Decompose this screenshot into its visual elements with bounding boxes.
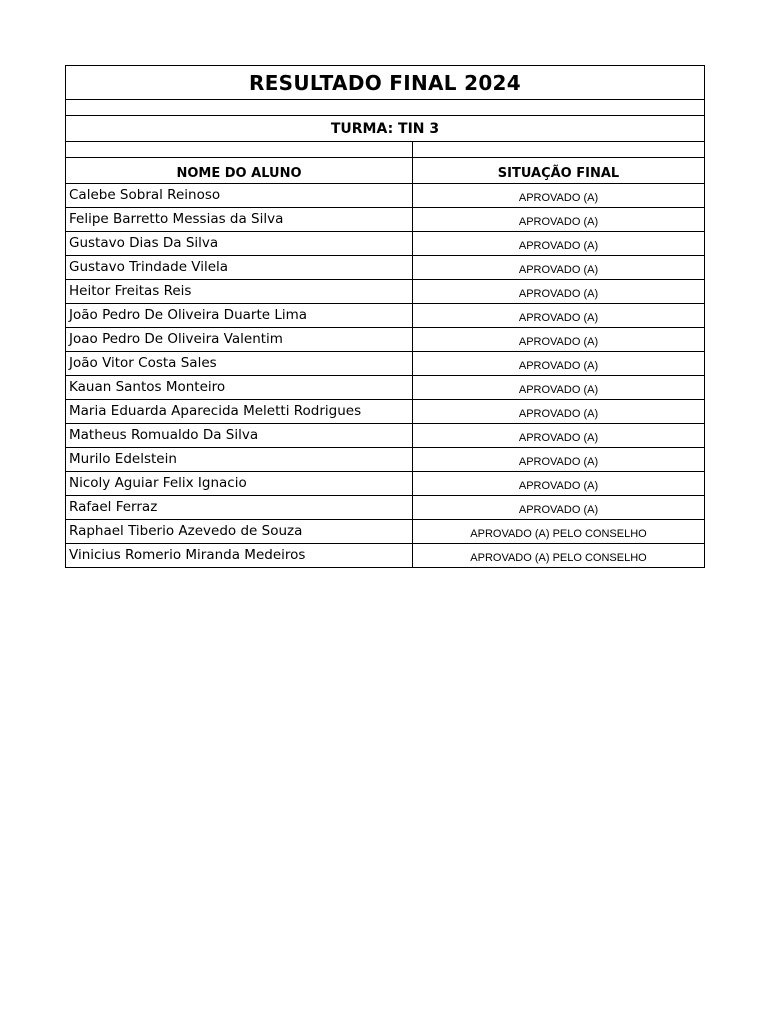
- student-status: APROVADO (A): [413, 352, 705, 376]
- column-header-status: SITUAÇÃO FINAL: [413, 158, 705, 184]
- student-name: Maria Eduarda Aparecida Meletti Rodrigues: [66, 400, 413, 424]
- table-row: [66, 472, 705, 496]
- spacer-row: [66, 142, 705, 158]
- table-row: [66, 184, 705, 208]
- student-status: APROVADO (A) PELO CONSELHO: [413, 544, 705, 568]
- table-row: [66, 424, 705, 448]
- table-row: [66, 352, 705, 376]
- table-row: [66, 256, 705, 280]
- student-status: APROVADO (A): [413, 448, 705, 472]
- class-label: TURMA: TIN 3: [66, 116, 705, 142]
- student-name: Raphael Tiberio Azevedo de Souza: [66, 520, 413, 544]
- student-name: Heitor Freitas Reis: [66, 280, 413, 304]
- student-name: João Pedro De Oliveira Duarte Lima: [66, 304, 413, 328]
- student-status: APROVADO (A): [413, 304, 705, 328]
- student-name: Rafael Ferraz: [66, 496, 413, 520]
- results-table-body: [66, 66, 705, 568]
- table-row: [66, 208, 705, 232]
- title-row: [66, 66, 705, 100]
- student-status: APROVADO (A): [413, 328, 705, 352]
- student-status: APROVADO (A): [413, 256, 705, 280]
- student-name: Felipe Barretto Messias da Silva: [66, 208, 413, 232]
- table-row: [66, 400, 705, 424]
- student-name: Nicoly Aguiar Felix Ignacio: [66, 472, 413, 496]
- student-name: Kauan Santos Monteiro: [66, 376, 413, 400]
- table-row: [66, 520, 705, 544]
- table-row: [66, 280, 705, 304]
- student-name: Joao Pedro De Oliveira Valentim: [66, 328, 413, 352]
- header-row: [66, 158, 705, 184]
- document-title: RESULTADO FINAL 2024: [66, 66, 705, 100]
- student-status: APROVADO (A): [413, 232, 705, 256]
- student-name: Murilo Edelstein: [66, 448, 413, 472]
- student-name: Calebe Sobral Reinoso: [66, 184, 413, 208]
- spacer-cell: [413, 142, 705, 158]
- student-status: APROVADO (A): [413, 424, 705, 448]
- table-row: [66, 232, 705, 256]
- student-name: Matheus Romualdo Da Silva: [66, 424, 413, 448]
- column-header-name: NOME DO ALUNO: [66, 158, 413, 184]
- results-table: [65, 65, 705, 568]
- student-name: Gustavo Trindade Vilela: [66, 256, 413, 280]
- student-status: APROVADO (A): [413, 400, 705, 424]
- student-status: APROVADO (A): [413, 184, 705, 208]
- student-status: APROVADO (A): [413, 208, 705, 232]
- spacer-row: [66, 100, 705, 116]
- student-status: APROVADO (A): [413, 496, 705, 520]
- class-row: [66, 116, 705, 142]
- student-name: Vinicius Romerio Miranda Medeiros: [66, 544, 413, 568]
- table-row: [66, 376, 705, 400]
- spacer-cell: [66, 100, 705, 116]
- student-name: João Vitor Costa Sales: [66, 352, 413, 376]
- table-row: [66, 496, 705, 520]
- student-status: APROVADO (A) PELO CONSELHO: [413, 520, 705, 544]
- student-status: APROVADO (A): [413, 280, 705, 304]
- table-row: [66, 544, 705, 568]
- student-status: APROVADO (A): [413, 472, 705, 496]
- table-row: [66, 304, 705, 328]
- student-status: APROVADO (A): [413, 376, 705, 400]
- table-row: [66, 328, 705, 352]
- spacer-cell: [66, 142, 413, 158]
- table-row: [66, 448, 705, 472]
- student-name: Gustavo Dias Da Silva: [66, 232, 413, 256]
